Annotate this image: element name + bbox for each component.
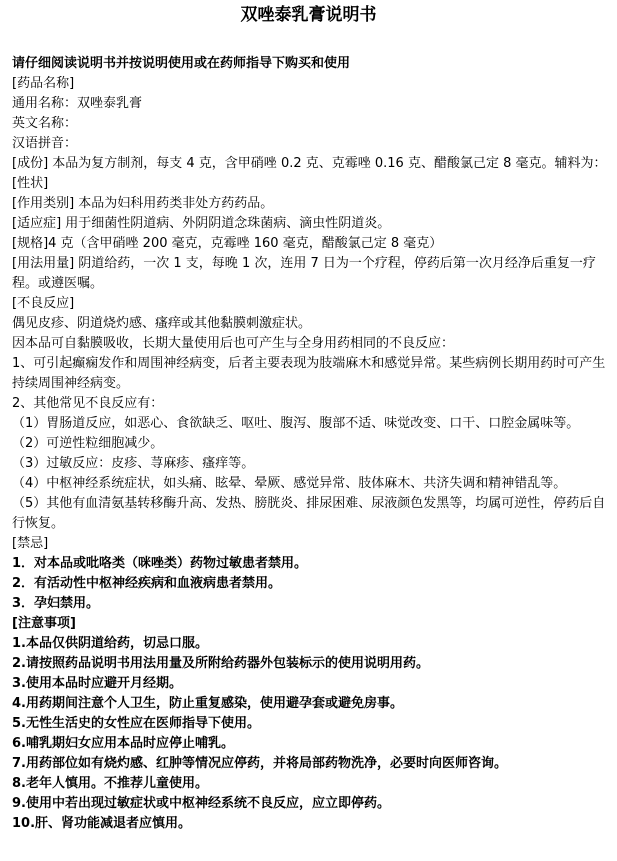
adverse-line: （3）过敏反应：皮疹、荨麻疹、瘙痒等。	[12, 456, 255, 471]
adverse-line: （4）中枢神经系统症状，如头痛、眩晕、晕厥、感觉异常、肢体麻木、共济失调和精神错乱等。	[12, 476, 567, 491]
precaution-item: 6.哺乳期妇女应用本品时应停止哺乳。	[12, 736, 234, 751]
pinyin-name: 汉语拼音：	[12, 136, 78, 151]
usage-notice: 请仔细阅读说明书并按说明使用或在药师指导下购买和使用	[12, 56, 351, 71]
section-header-adverse-reactions: [不良反应]	[12, 296, 75, 311]
precaution-item: 9.使用中若出现过敏症状或中枢神经系统不良反应，应立即停药。	[12, 796, 390, 811]
composition: [成份] 本品为复方制剂，每支 4 克，含甲硝唑 0.2 克、克霉唑 0.16 克、醋酸氯己定 8 毫克。辅料为：	[12, 156, 607, 171]
precaution-item: 1.本品仅供阴道给药，切忌口服。	[12, 636, 208, 651]
section-header-precautions: [注意事项]	[12, 616, 76, 631]
precaution-item: 3.使用本品时应避开月经期。	[12, 676, 182, 691]
dosage: [用法用量] 阴道给药，一次 1 支，每晚 1 次，连用 7 日为一个疗程，停药后第一次月经净后重复一疗程。或遵医嘱。	[12, 256, 596, 291]
section-header-drug-name: [药品名称]	[12, 76, 75, 91]
precaution-item: 4.用药期间注意个人卫生，防止重复感染，使用避孕套或避免房事。	[12, 696, 403, 711]
indications: [适应症] 用于细菌性阴道病、外阴阴道念珠菌病、滴虫性阴道炎。	[12, 216, 391, 231]
document-title: 双唑泰乳膏说明书	[240, 5, 377, 25]
adverse-line: （5）其他有血清氨基转移酶升高、发热、膀胱炎、排尿困难、尿液颜色发黑等，均属可逆性，停药后自行恢复。	[12, 496, 606, 531]
contraindication-item: 2．有活动性中枢神经疾病和血液病患者禁用。	[12, 576, 282, 591]
adverse-line: 1、可引起癫痫发作和周围神经病变，后者主要表现为肢端麻木和感觉异常。某些病例长期用药时可产生持续周围神经病变。	[12, 356, 606, 391]
document-body	[12, 54, 612, 834]
specification: [规格]4 克（含甲硝唑 200 毫克，克霉唑 160 毫克，醋酸氯己定 8 毫克）	[12, 236, 443, 251]
generic-name: 通用名称：双唑泰乳膏	[12, 96, 143, 111]
precaution-item: 8.老年人慎用。不推荐儿童使用。	[12, 776, 208, 791]
precaution-item: 2.请按照药品说明书用法用量及所附给药器外包装标示的使用说明用药。	[12, 656, 429, 671]
adverse-line: 2、其他常见不良反应有：	[12, 396, 164, 411]
adverse-line: （2）可逆性粒细胞减少。	[12, 436, 164, 451]
section-header-contraindications: [禁忌]	[12, 536, 49, 551]
adverse-line: 因本品可自黏膜吸收，长期大量使用后也可产生与全身用药相同的不良反应：	[12, 336, 455, 351]
section-header-description: [性状]	[12, 176, 49, 191]
adverse-line: （1）胃肠道反应，如恶心、食欲缺乏、呕吐、腹泻、腹部不适、味觉改变、口干、口腔金属味等。	[12, 416, 580, 431]
precaution-item: 10.肝、肾功能减退者应慎用。	[12, 816, 192, 831]
precaution-item: 7.用药部位如有烧灼感、红肿等情况应停药，并将局部药物洗净，必要时向医师咨询。	[12, 756, 507, 771]
category: [作用类别] 本品为妇科用药类非处方药药品。	[12, 196, 274, 211]
contraindication-item: 1．对本品或吡咯类（咪唑类）药物过敏患者禁用。	[12, 556, 308, 571]
adverse-line: 偶见皮疹、阴道烧灼感、瘙痒或其他黏膜刺激症状。	[12, 316, 312, 331]
contraindication-item: 3．孕妇禁用。	[12, 596, 100, 611]
english-name: 英文名称：	[12, 116, 78, 131]
precaution-item: 5.无性生活史的女性应在医师指导下使用。	[12, 716, 260, 731]
